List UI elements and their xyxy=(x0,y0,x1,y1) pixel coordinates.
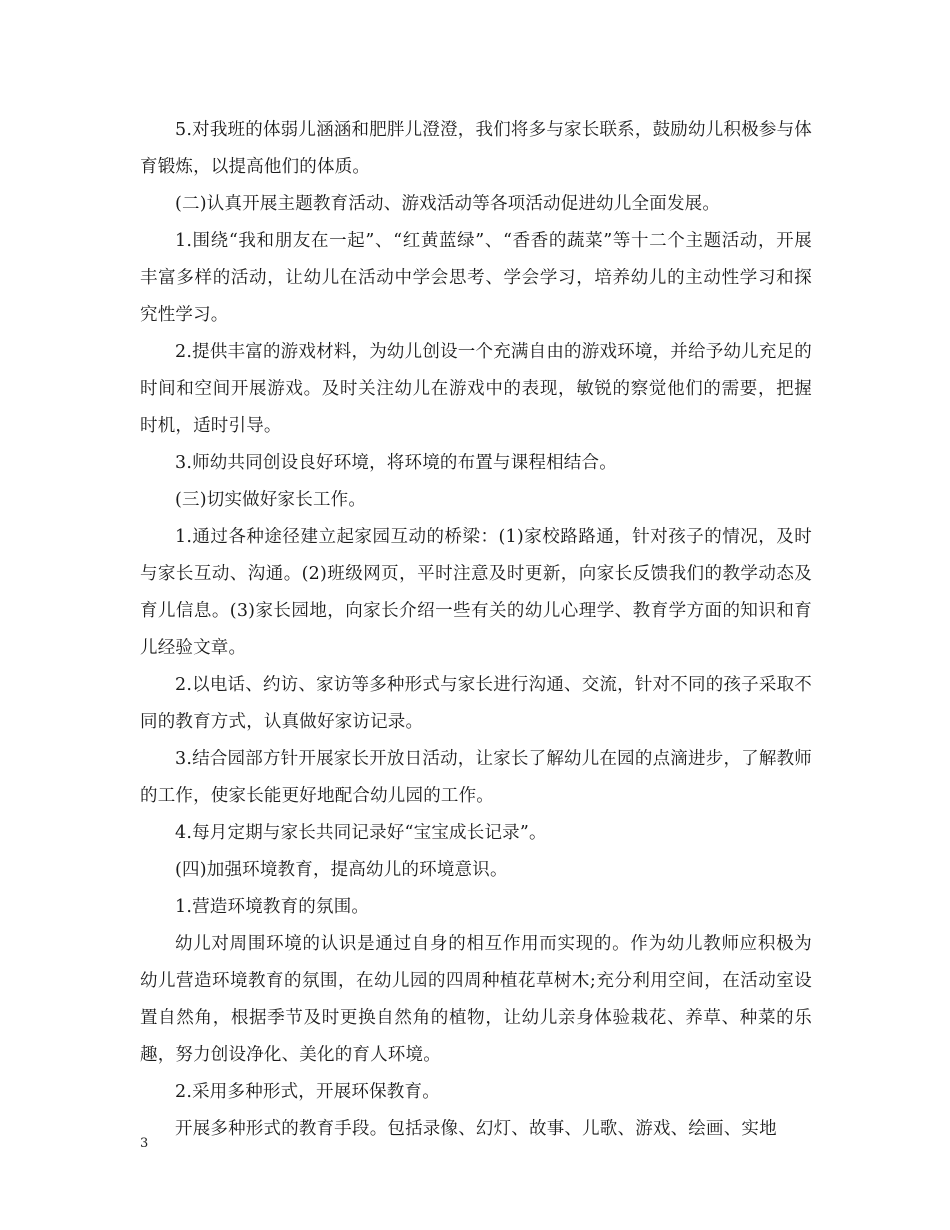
paragraph: 1.通过各种途径建立起家园互动的桥梁：(1)家校路路通，针对孩子的情况，及时与家长互动、沟通。(2)班级网页，平时注意及时更新，向家长反馈我们的教学动态及育儿信息。(3)家长园地，向家长介绍一些有关的幼儿心理学、教育学方面的知识和育儿经验文章。 xyxy=(140,527,812,658)
paragraph: 2.采用多种形式，开展环保教育。 xyxy=(175,1082,440,1102)
paragraph: 开展多种形式的教育手段。包括录像、幻灯、故事、儿歌、游戏、绘画、实地 xyxy=(175,1119,777,1139)
paragraph: 3.结合园部方针开展家长开放日活动，让家长了解幼儿在园的点滴进步，了解教师的工作，使家长能更好地配合幼儿园的工作。 xyxy=(140,749,812,806)
section-heading: (二)认真开展主题教育活动、游戏活动等各项活动促进幼儿全面发展。 xyxy=(175,194,721,214)
document-body xyxy=(140,112,812,1148)
section-heading: (三)切实做好家长工作。 xyxy=(175,490,367,510)
paragraph: 5.对我班的体弱儿涵涵和肥胖儿澄澄，我们将多与家长联系，鼓励幼儿积极参与体育锻炼，以提高他们的体质。 xyxy=(140,120,812,177)
paragraph: 2.提供丰富的游戏材料，为幼儿创设一个充满自由的游戏环境，并给予幼儿充足的时间和空间开展游戏。及时关注幼儿在游戏中的表现，敏锐的察觉他们的需要，把握时机，适时引导。 xyxy=(140,342,812,436)
paragraph: 2.以电话、约访、家访等多种形式与家长进行沟通、交流，针对不同的孩子采取不同的教育方式，认真做好家访记录。 xyxy=(140,675,812,732)
paragraph: 幼儿对周围环境的认识是通过自身的相互作用而实现的。作为幼儿教师应积极为幼儿营造环境教育的氛围，在幼儿园的四周种植花草树木;充分利用空间，在活动室设置自然角，根据季节及时更换自然角的植物，让幼儿亲身体验栽花、养草、种菜的乐趣，努力创设净化、美化的育人环境。 xyxy=(140,934,812,1065)
section-heading: (四)加强环境教育，提高幼儿的环境意识。 xyxy=(175,860,508,880)
page-number: 3 xyxy=(140,1136,149,1151)
paragraph: 1.围绕“我和朋友在一起”、“红黄蓝绿”、“香香的蔬菜”等十二个主题活动，开展丰富多样的活动，让幼儿在活动中学会思考、学会学习，培养幼儿的主动性学习和探究性学习。 xyxy=(140,231,812,325)
paragraph: 3.师幼共同创设良好环境，将环境的布置与课程相结合。 xyxy=(175,453,617,473)
paragraph: 4.每月定期与家长共同记录好“宝宝成长记录”。 xyxy=(175,823,547,843)
paragraph: 1.营造环境教育的氛围。 xyxy=(175,897,370,917)
